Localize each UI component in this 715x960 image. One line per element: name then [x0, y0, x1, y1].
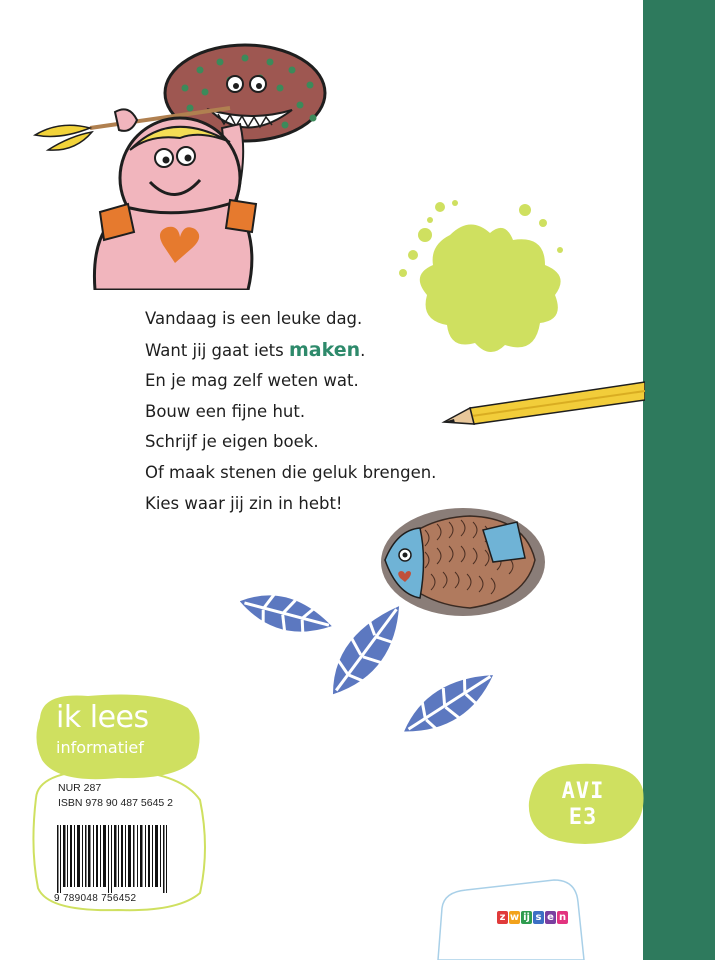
poem-line-3: En je mag zelf weten wat. — [145, 371, 359, 391]
book-metadata — [58, 781, 173, 811]
poem-line-7: Kies waar jij zin in hebt! — [145, 493, 343, 513]
poem-line-6: Of maak stenen die geluk brengen. — [145, 462, 437, 482]
green-spine-strip — [643, 0, 715, 960]
avi-label: AVI — [561, 779, 605, 804]
publisher-letter-tile: z — [497, 911, 508, 924]
nur-code: NUR 287 — [58, 782, 102, 794]
highlight-word-maken: maken — [289, 338, 361, 361]
avi-level-badge — [528, 765, 646, 843]
publisher-letter-tile: s — [533, 911, 544, 924]
publisher-letter-tile: n — [558, 912, 567, 923]
series-logo-title: ik lees — [56, 700, 149, 735]
poem-line-4: Bouw een fijne hut. — [145, 401, 306, 421]
pencil-illustration — [440, 378, 645, 430]
poem-line-2 — [145, 335, 436, 367]
poem-line-1: Vandaag is een leuke dag. — [145, 309, 363, 328]
poem-line-2-start: Want jij gaat iets — [145, 340, 289, 360]
poem-line-5: Schrijf je eigen boek. — [145, 432, 319, 452]
girl-holding-stone-illustration — [30, 40, 340, 290]
poem-text — [145, 304, 436, 519]
isbn-code: ISBN 978 90 487 5645 2 — [58, 797, 174, 809]
barcode-image — [55, 825, 170, 893]
series-logo — [36, 690, 196, 780]
publisher-letter-tile: e — [545, 911, 556, 924]
series-logo-subtitle: informatief — [56, 738, 144, 757]
publisher-letter-tile: ij — [521, 911, 532, 924]
barcode-number: 9 789048 756452 — [54, 893, 137, 904]
publisher-logo-zwijsen — [497, 911, 568, 924]
poem-line-2-end: . — [360, 340, 366, 360]
publisher-letter-tile: w — [509, 912, 520, 923]
stamped-leaves-illustration — [240, 565, 510, 775]
avi-level: E3 — [568, 805, 598, 830]
